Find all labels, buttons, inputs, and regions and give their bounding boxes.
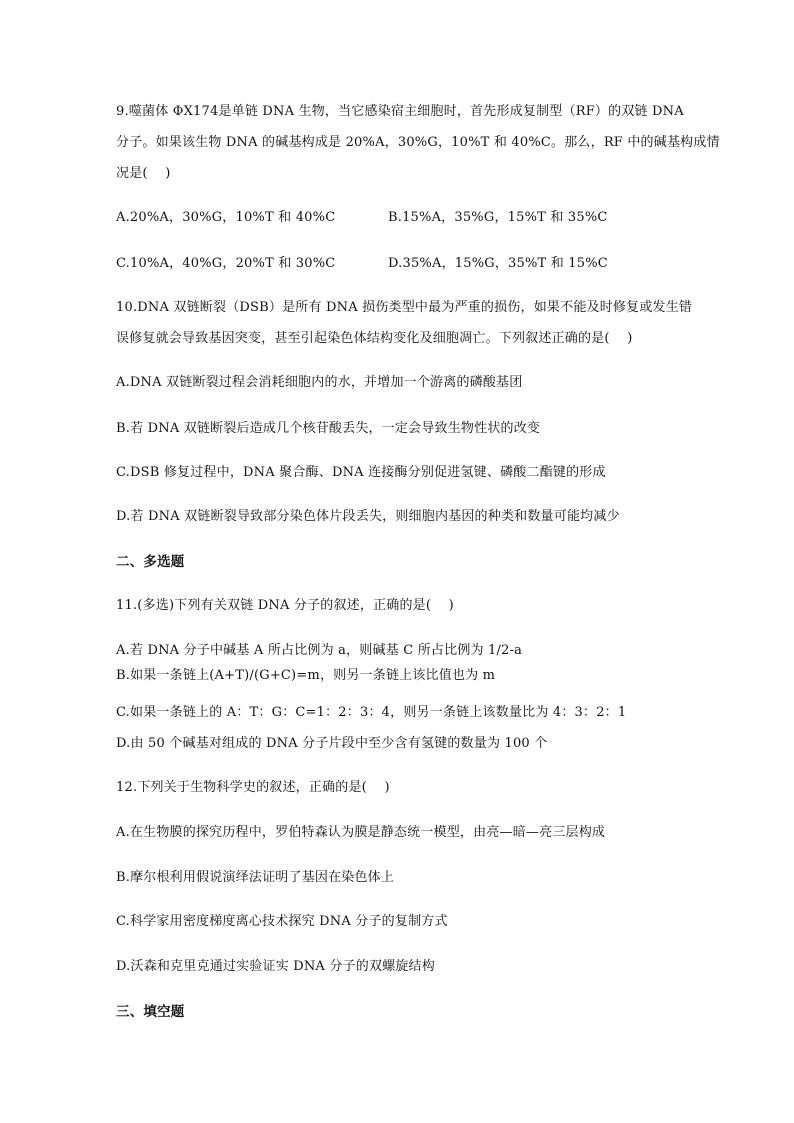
q12-stem: 12.下列关于生物科学史的叙述，正确的是( ) bbox=[116, 780, 390, 795]
q12-option-b: B.摩尔根利用假说演绎法证明了基因在染色体上 bbox=[116, 870, 395, 885]
q12-option-d: D.沃森和克里克通过实验证实 DNA 分子的双螺旋结构 bbox=[116, 959, 435, 974]
q10-option-b: B.若 DNA 双链断裂后造成几个核苷酸丢失，一定会导致生物性状的改变 bbox=[116, 421, 541, 436]
q10-option-c: C.DSB 修复过程中，DNA 聚合酶、DNA 连接酶分别促进氢键、磷酸二酯键的形成 bbox=[116, 465, 606, 480]
q9-option-a: A.20%A，30%G，10%T 和 40%C bbox=[116, 210, 336, 225]
q11-option-c: C.如果一条链上的 A：T：G：C=1：2：3：4，则另一条链上该数量比为 4：3：2：1 bbox=[116, 705, 627, 720]
q12-option-c: C.科学家用密度梯度离心技术探究 DNA 分子的复制方式 bbox=[116, 914, 448, 929]
q9-stem-line-2: 分子。如果该生物 DNA 的碱基构成是 20%A，30%G，10%T 和 40%C。那么，RF 中的碱基构成情 bbox=[116, 135, 720, 150]
q9-option-b: B.15%A，35%G，15%T 和 35%C bbox=[388, 210, 608, 225]
section-heading-multiple-choice: 二、多选题 bbox=[116, 554, 185, 570]
q11-option-a: A.若 DNA 分子中碱基 A 所占比例为 a，则碱基 C 所占比例为 1/2-a bbox=[116, 643, 523, 658]
q11-stem: 11.(多选)下列有关双链 DNA 分子的叙述，正确的是( ) bbox=[116, 598, 454, 613]
q11-option-d: D.由 50 个碱基对组成的 DNA 分子片段中至少含有氢键的数量为 100 个 bbox=[116, 736, 548, 751]
q12-option-a: A.在生物膜的探究历程中，罗伯特森认为膜是静态统一模型，由亮—暗—亮三层构成 bbox=[116, 825, 606, 840]
q10-option-d: D.若 DNA 双链断裂导致部分染色体片段丢失，则细胞内基因的种类和数量可能均减少 bbox=[116, 509, 620, 524]
q9-stem-line-1: 9.噬菌体 ΦX174是单链 DNA 生物，当它感染宿主细胞时，首先形成复制型（RF）的双链 DNA bbox=[116, 104, 684, 119]
q11-option-b: B.如果一条链上(A+T)/(G+C)=m，则另一条链上该比值也为 m bbox=[116, 668, 496, 683]
q10-option-a: A.DNA 双链断裂过程会消耗细胞内的水，并增加一个游离的磷酸基团 bbox=[116, 375, 523, 390]
q9-stem-line-3: 况是( ) bbox=[116, 166, 171, 181]
q10-stem-line-1: 10.DNA 双链断裂（DSB）是所有 DNA 损伤类型中最为严重的损伤，如果不能及时修复或发生错 bbox=[116, 300, 693, 315]
section-heading-fill-in: 三、填空题 bbox=[116, 1004, 185, 1020]
q9-option-c: C.10%A，40%G，20%T 和 30%C bbox=[116, 256, 336, 271]
q9-option-d: D.35%A，15%G，35%T 和 15%C bbox=[388, 256, 608, 271]
q10-stem-line-2: 误修复就会导致基因突变，甚至引起染色体结构变化及细胞凋亡。下列叙述正确的是( ) bbox=[116, 331, 633, 346]
